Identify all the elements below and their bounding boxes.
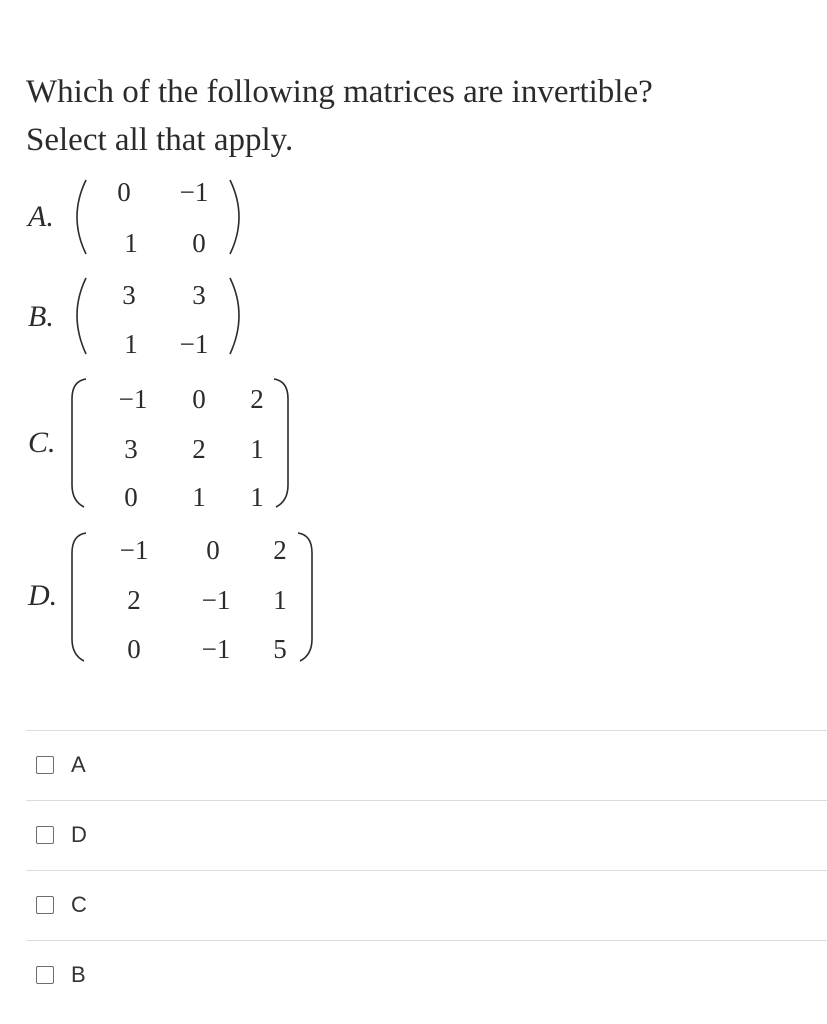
matrix-cell: 1 (273, 585, 287, 615)
matrix-cell: 3 (122, 280, 136, 310)
matrix-cell: 0 (192, 384, 206, 414)
matrix-cell: 1 (250, 482, 264, 512)
matrix-cell: 1 (250, 434, 264, 464)
option-c[interactable] (26, 870, 827, 940)
checkbox-icon[interactable] (36, 896, 54, 914)
matrix-cell: 0 (117, 177, 131, 207)
checkbox-icon[interactable] (36, 966, 54, 984)
right-paren-icon (274, 379, 288, 507)
question-text: Which of the following matrices are invertible? (26, 74, 653, 110)
matrix-cell: 0 (192, 228, 206, 258)
option-label[interactable]: B (71, 962, 86, 987)
matrix-cell: 1 (124, 329, 138, 359)
matrix-cell: −1 (179, 329, 209, 359)
option-b[interactable] (26, 940, 827, 1010)
matrix-cell: 1 (124, 228, 138, 258)
left-paren-icon (72, 533, 86, 661)
matrix-label: B. (28, 300, 54, 333)
matrix-label: C. (28, 426, 56, 459)
matrix-cell: 2 (127, 585, 141, 615)
left-paren-icon (72, 379, 86, 507)
right-paren-icon (298, 533, 312, 661)
checkbox-icon[interactable] (36, 826, 54, 844)
left-paren-icon (77, 278, 86, 354)
matrix-cell: 2 (250, 384, 264, 414)
answer-options (26, 730, 827, 1010)
matrix-cell: −1 (118, 384, 148, 414)
matrix-label: D. (28, 579, 58, 612)
matrix-cell: −1 (179, 177, 209, 207)
matrix-cell: 2 (192, 434, 206, 464)
option-label[interactable]: C (71, 892, 87, 917)
matrix-cell: 0 (206, 535, 220, 565)
matrix-cell: −1 (201, 634, 231, 664)
matrix-cell: 5 (273, 634, 287, 664)
option-label[interactable]: D (71, 822, 87, 847)
option-a[interactable] (26, 730, 827, 800)
matrix-cell: −1 (119, 535, 149, 565)
matrix-b-body (66, 270, 276, 370)
left-paren-icon (77, 180, 86, 254)
option-d[interactable] (26, 800, 827, 870)
question-instruction: Select all that apply. (26, 122, 294, 158)
right-paren-icon (230, 278, 239, 354)
matrix-a-body (66, 172, 276, 272)
matrix-cell: −1 (201, 585, 231, 615)
matrix-label: A. (28, 200, 54, 233)
matrix-cell: 3 (192, 280, 206, 310)
checkbox-icon[interactable] (36, 756, 54, 774)
option-label[interactable]: A (71, 752, 86, 777)
right-paren-icon (230, 180, 239, 254)
matrix-d-body (66, 527, 346, 677)
matrix-cell: 0 (124, 482, 138, 512)
matrix-cell: 3 (124, 434, 138, 464)
matrix-cell: 1 (192, 482, 206, 512)
matrix-cell: 2 (273, 535, 287, 565)
matrix-cell: 0 (127, 634, 141, 664)
matrix-c-body (66, 373, 316, 523)
